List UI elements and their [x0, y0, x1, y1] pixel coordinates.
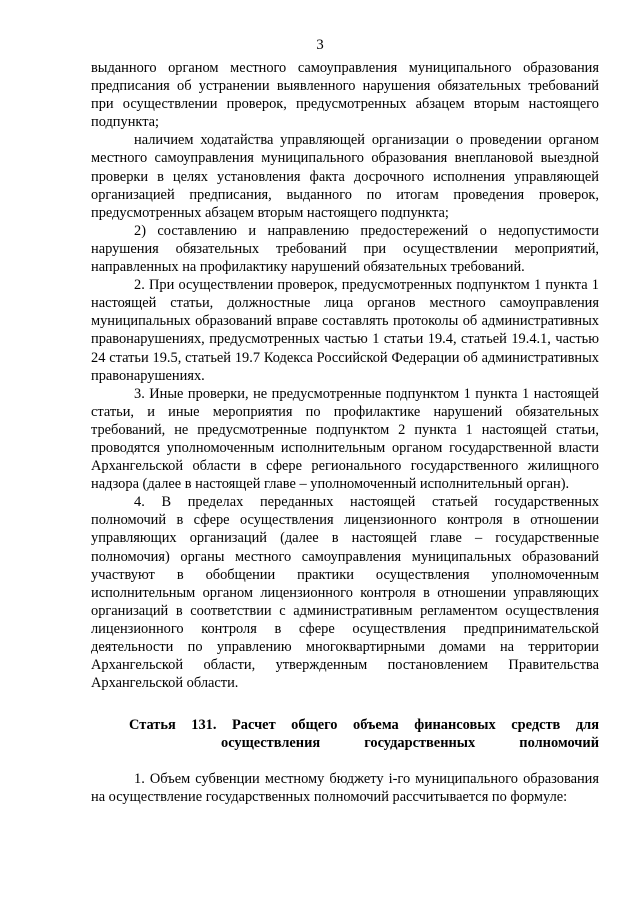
paragraph: 3. Иные проверки, не предусмотренные подпунктом 1 пункта 1 настоящей статьи, и иные мероприятия по профилактике нарушений обязательных требований, не предусмотренные подпунктом 2 пункта 1 настоящей статьи, проводятся уполномоченным исполнительным органом государственной власти Архангельской области в сфере регионального государственного жилищного надзора (далее в настоящей главе – уполномоченный исполнительный орган). [91, 385, 599, 493]
page-number: 3 [316, 37, 324, 53]
article-heading [91, 716, 599, 752]
paragraph: 2) составлению и направлению предостережений о недопустимости нарушения обязательных требований при осуществлении мероприятий, направленных на профилактику нарушений обязательных требований. [91, 222, 599, 276]
document-body [91, 59, 599, 692]
paragraph: 2. При осуществлении проверок, предусмотренных подпунктом 1 пункта 1 настоящей статьи, должностные лица органов местного самоуправления муниципальных образований вправе составлять протоколы об административных правонарушениях, предусмотренных частью 1 статьи 19.4, статьей 19.4.1, частью 24 статьи 19.5, статьей 19.7 Кодекса Российской Федерации об административных правонарушениях. [91, 277, 599, 384]
article-body [91, 770, 599, 806]
article-heading-line: осуществления государственных полномочий [221, 735, 599, 752]
article-heading-line: Статья 131. Расчет общего объема финансовых средств для [129, 717, 599, 733]
paragraph: 4. В пределах переданных настоящей статьей государственных полномочий в сфере осуществления лицензионного контроля в отношении управляющих организаций (далее в настоящей главе – государственные полномочия) органы местного самоуправления муниципальных образований участвуют в обобщении практики осуществления уполномоченным исполнительным органом лицензионного контроля в отношении управляющих организаций в соответствии с административным регламентом осуществления лицензионного контроля в сфере осуществления предпринимательской деятельности по управлению многоквартирными домами на территории Архангельской области, утвержденным постановлением Правительства Архангельской области. [91, 494, 599, 692]
paragraph: 1. Объем субвенции местному бюджету i-го муниципального образования на осуществление государственных полномочий рассчитывается по формуле: [91, 771, 599, 806]
paragraph: выданного органом местного самоуправления муниципального образования предписания об устранении выявленного нарушения обязательных требований при осуществлении проверок, предусмотренных абзацем вторым настоящего подпункта; [91, 60, 599, 131]
paragraph: наличием ходатайства управляющей организации о проведении органом местного самоуправления муниципального образования внеплановой выездной проверки в целях установления факта досрочного исполнения управляющей организацией предписания, выданного по итогам проведения проверок, предусмотренных абзацем вторым настоящего подпункта; [91, 132, 599, 221]
